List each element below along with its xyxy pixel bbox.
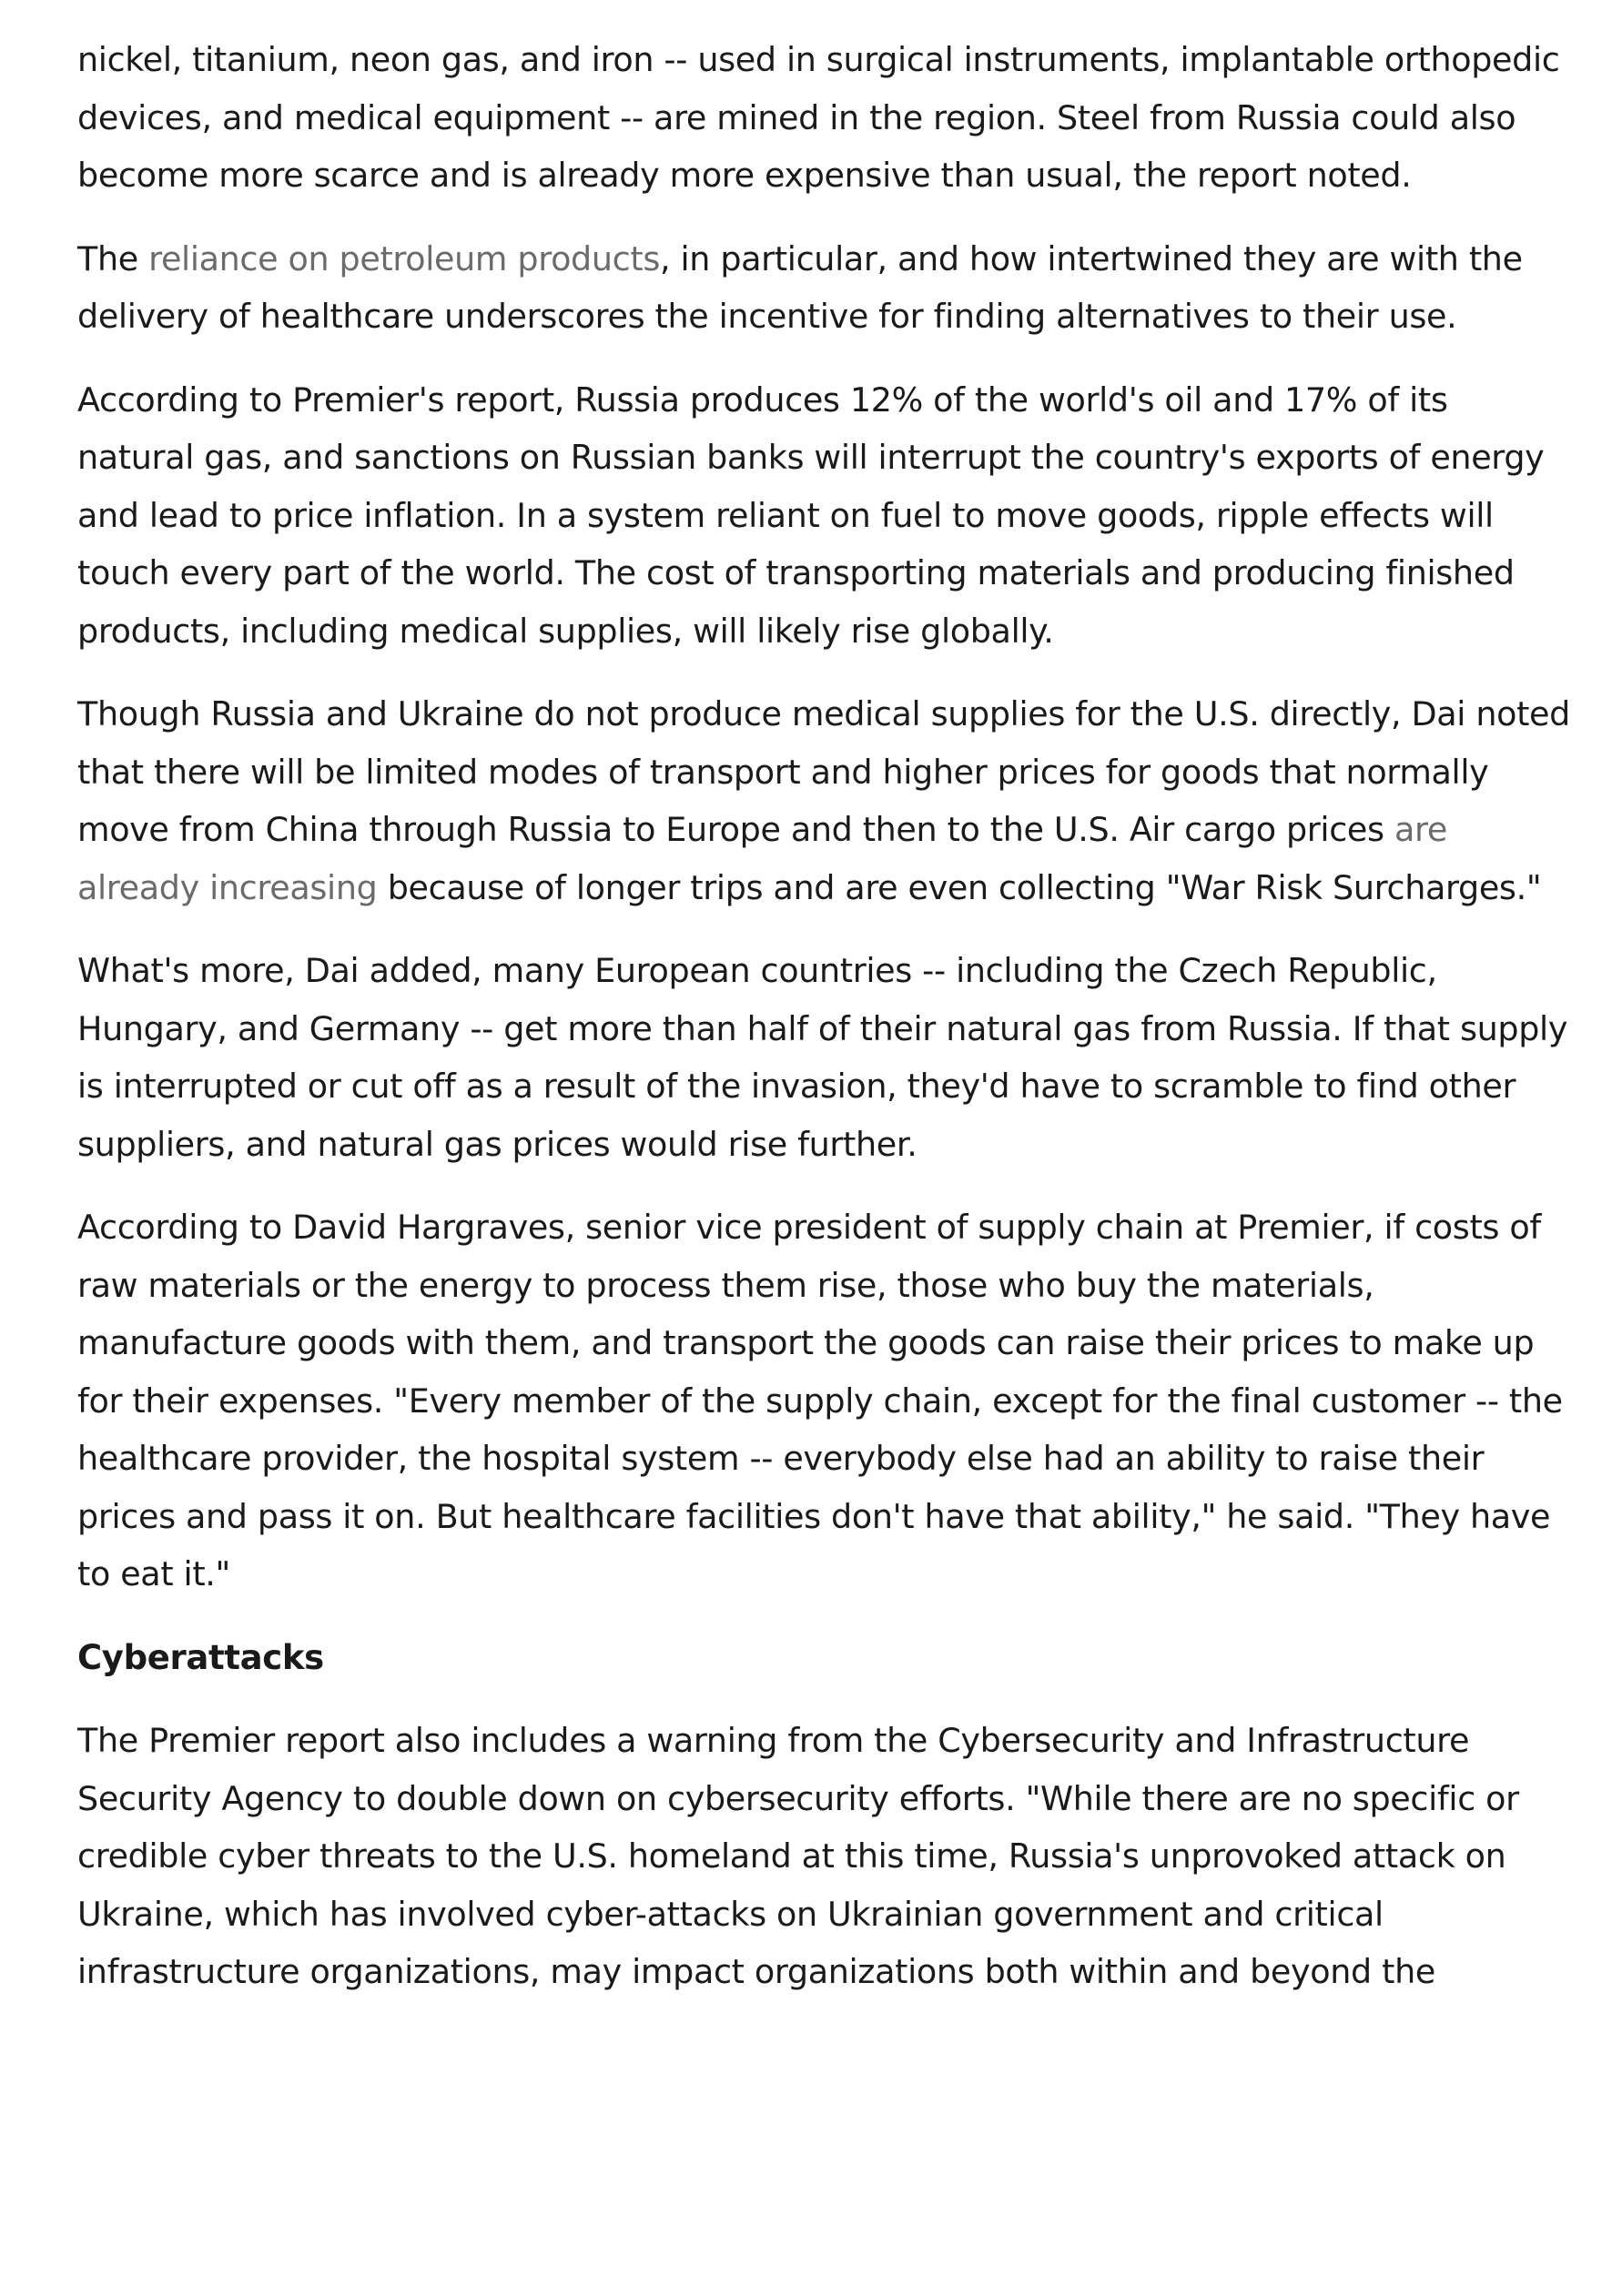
petroleum-products-link[interactable]: reliance on petroleum products [148, 238, 660, 278]
paragraph-text-after-link: , in particular, and how intertwined they are with the delivery of healthcare underscores the incentive for finding alternatives to their use. [77, 238, 1523, 336]
paragraph-text-before-link: Though Russia and Ukraine do not produce medical supplies for the U.S. directly, Dai noted that there will be limited modes of transport and higher prices for goods that normally move from China through Russia to Europe and then to the U.S. Air cargo prices [77, 694, 1570, 849]
paragraph-european-gas: What's more, Dai added, many European countries -- including the Czech Republic, Hungary, and Germany -- get more than half of their natural gas from Russia. If that supply is interrupted or cut off as a result of the invasion, they'd have to scramble to find other suppliers, and natural gas prices would rise further. [77, 951, 1568, 1164]
paragraph-text-after-link: because of longer trips and are even collecting "War Risk Surcharges." [377, 867, 1542, 907]
paragraph-raw-materials: nickel, titanium, neon gas, and iron -- used in surgical instruments, implantable orthopedic devices, and medical equipment -- are mined in the region. Steel from Russia could also become more scarce and is already more expensive than usual, the report noted. [77, 40, 1560, 195]
section-heading-cyberattacks: Cyberattacks [77, 1637, 324, 1677]
paragraph-cisa-warning: The Premier report also includes a warning from the Cybersecurity and Infrastructure Security Agency to double down on cybersecurity efforts. "While there are no specific or credible cyber threats to the U.S. homeland at this time, Russia's unprovoked attack on Ukraine, which has involved cyber-attacks on Ukrainian government and critical infrastructure organizations, may impact organizations both within and beyond the [77, 1721, 1519, 1991]
paragraph-text-before-link: The [77, 238, 149, 278]
paragraph-hargraves-quote: According to David Hargraves, senior vice president of supply chain at Premier, if costs of raw materials or the energy to process them rise, those who buy the materials, manufacture goods with them, and transport the goods can raise their prices to make up for their expenses. "Every member of the supply chain, except for the final customer -- the healthcare provider, the hospital system -- everybody else had an ability to raise their prices and pass it on. But healthcare facilities don't have that ability," he said. "They have to eat it." [77, 1208, 1563, 1593]
paragraph-russia-energy: According to Premier's report, Russia produces 12% of the world's oil and 17% of its natural gas, and sanctions on Russian banks will interrupt the country's exports of energy and lead to price inflation. In a system reliant on fuel to move goods, ripple effects will touch every part of the world. The cost of transporting materials and producing finished products, including medical supplies, will likely rise globally. [77, 379, 1545, 651]
air-cargo-prices-link[interactable]: are already increasing [77, 810, 1447, 907]
paragraph-petroleum-reliance [77, 230, 1570, 346]
article-body [77, 31, 1570, 2027]
paragraph-transport-prices [77, 685, 1570, 916]
